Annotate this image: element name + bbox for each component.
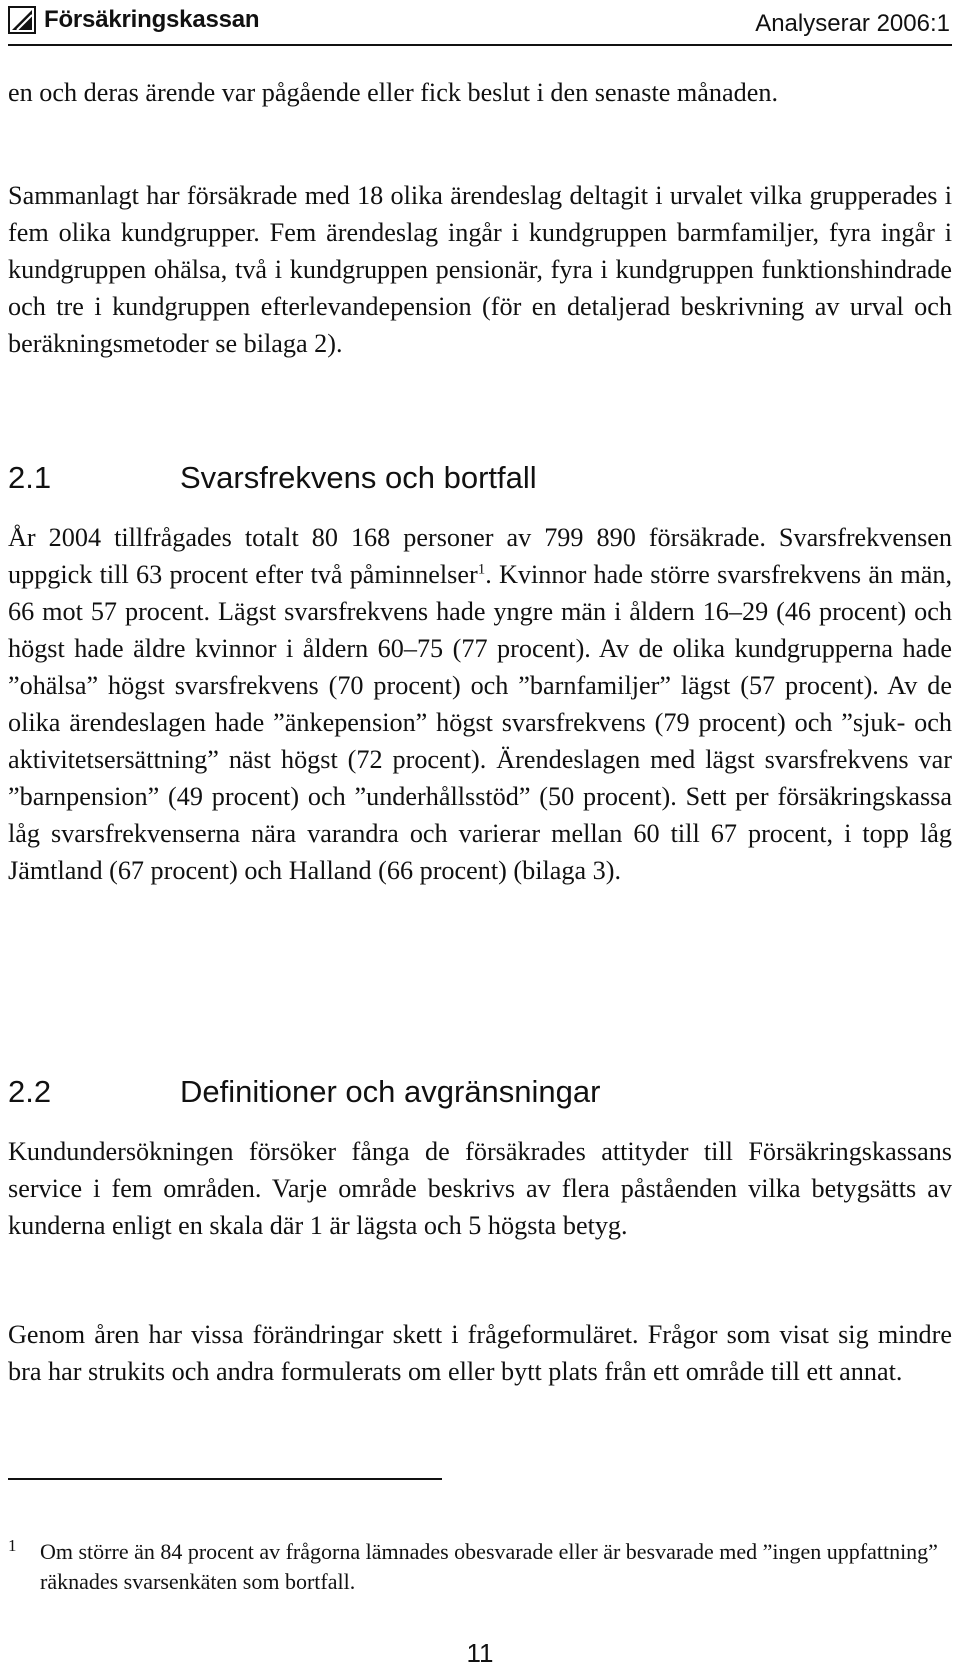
paragraph-questionnaire-changes: Genom åren har vissa förändringar skett i frågeformuläret. Frågor som visat sig mindre bra har strukits och andra formulerats om eller bytt plats från ett område till ett annat. — [8, 1320, 952, 1386]
paragraph-response-rate — [8, 519, 952, 889]
section-heading-2-1 — [8, 460, 537, 496]
series-label: Analyserar 2006:1 — [755, 10, 950, 37]
section-title: Svarsfrekvens och bortfall — [180, 460, 537, 495]
footnote-text: Om större än 84 procent av frågorna lämnades obesvarade eller är besvarade med ”ingen uppfattning” räknades svarsenkäten som bortfall. — [40, 1539, 938, 1594]
section-title: Definitioner och avgränsningar — [180, 1074, 601, 1109]
header-rule — [8, 44, 952, 46]
paragraph-definitions: Kundundersökningen försöker fånga de försäkrades attityder till Försäkringskassans service i fem områden. Varje område beskrivs av flera påståenden vilka betygsätts av kunderna enligt en skala där 1 är lägsta och 5 högsta betyg. — [8, 1137, 952, 1240]
paragraph-text: År 2004 tillfrågades totalt 80 168 personer av 799 890 försäkrade. Svarsfrekvensen uppgick till 63 procent efter två påminnelser — [8, 523, 952, 589]
logo — [8, 6, 259, 34]
logo-text: Försäkringskassan — [44, 6, 260, 33]
footnote-number: 1 — [8, 1536, 17, 1555]
section-number: 2.2 — [8, 1074, 52, 1109]
footnote-reference[interactable]: 1 — [477, 561, 486, 578]
footnote-separator — [8, 1478, 442, 1480]
page-header — [0, 0, 960, 48]
page-number: 11 — [466, 1638, 494, 1668]
paragraph-text: . Kvinnor hade större svarsfrekvens än män, 66 mot 57 procent. Lägst svarsfrekvens hade yngre män i åldern 16–29 (46 procent) och högst hade äldre kvinnor i åldern 60–75 (77 procent). Av de olika kundgrupperna hade ”ohälsa” högst svarsfrekvens (70 procent) och ”barnfamiljer” lägst (57 procent). Av de olika ärendeslagen hade ”änkepension” högst svarsfrekvens (79 procent) och ”sjuk- och aktivitetsersättning” näst högst (72 procent). Ärendeslagen med lägst svarsfrekvens var ”barnpension” (49 procent) och ”underhållsstöd” (50 procent). Sett per försäkringskassa låg svarsfrekvenserna nära varandra och varierar mellan 60 till 67 procent, i topp låg Jämtland (67 procent) och Halland (66 procent) (bilaga 3). — [8, 560, 952, 885]
paragraph-intro-continuation: en och deras ärende var pågående eller fick beslut i den senaste månaden. — [8, 78, 778, 107]
forsakringskassan-logo-icon — [8, 6, 36, 34]
paragraph-sample-groups: Sammanlagt har försäkrade med 18 olika ärendeslag deltagit i urvalet vilka grupperades i fem olika kundgrupper. Fem ärendeslag ingår i kundgruppen barmfamiljer, fyra ingår i kundgruppen ohälsa, två i kundgruppen pensionär, fyra i kundgruppen funktionshindrade och tre i kundgruppen efterlevandepension (för en detaljerad beskrivning av urval och beräkningsmetoder se bilaga 2). — [8, 181, 952, 358]
section-number: 2.1 — [8, 460, 52, 495]
section-heading-2-2 — [8, 1074, 600, 1110]
